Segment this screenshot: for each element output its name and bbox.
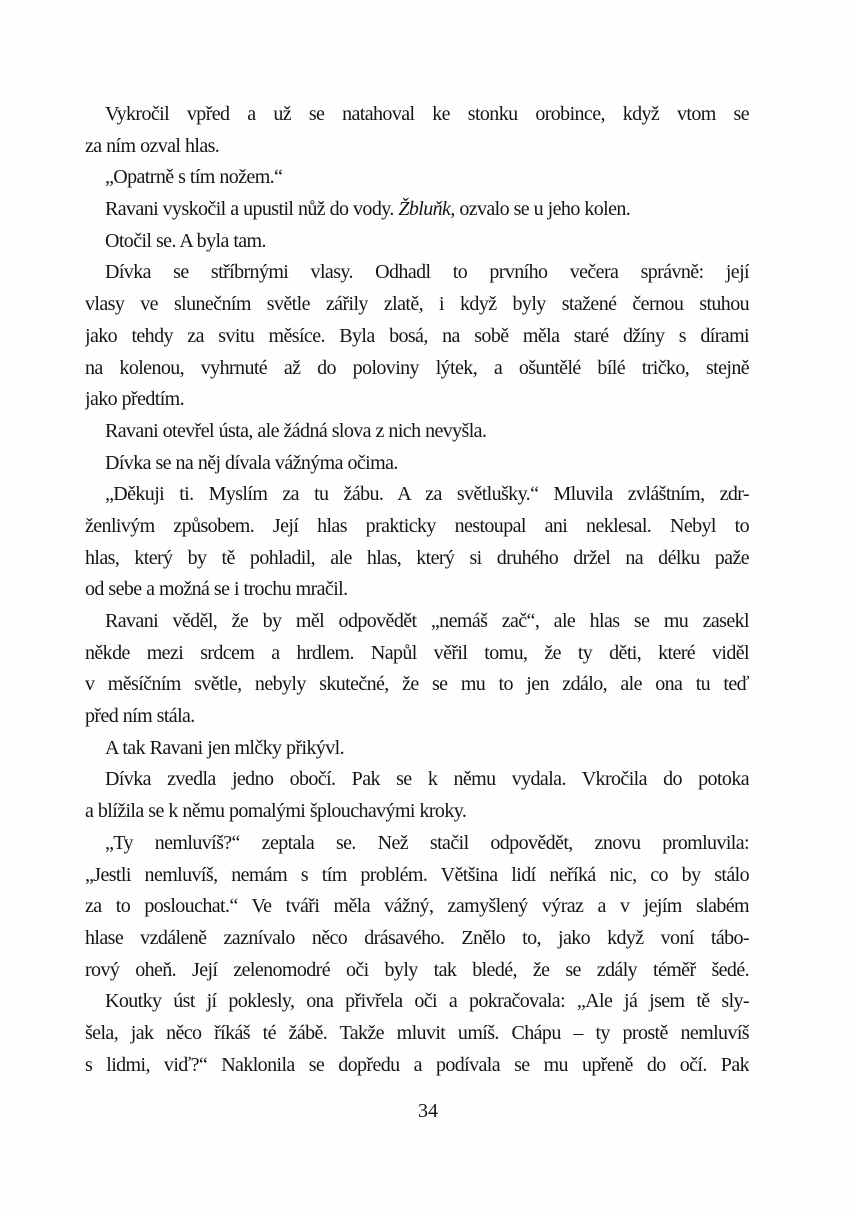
- text-line: Dívka se stříbrnými vlasy. Odhadl to prvního večera správně: její: [105, 261, 749, 284]
- text-run: , ozvalo se u jeho kolen.: [450, 198, 631, 221]
- text-line: hlase vzdáleně zaznívalo něco drásavého. Znělo to, jako když voní tábo-: [85, 926, 749, 949]
- page-number: 34: [418, 1100, 438, 1122]
- text-line: před ním stála.: [85, 705, 195, 728]
- text-line: Dívka se na něj dívala vážnýma očima.: [105, 451, 398, 474]
- text-line: šela, jak něco říkáš té žábě. Takže mluvit umíš. Chápu – ty prostě nemluvíš: [85, 1021, 749, 1044]
- text-line: A tak Ravani jen mlčky přikývl.: [105, 736, 345, 759]
- text-line: „Děkuji ti. Myslím za tu žábu. A za světlušky.“ Mluvila zvláštním, zdr-: [105, 483, 749, 506]
- text-column: [85, 99, 749, 1081]
- text-line: od sebe a možná se i trochu mračil.: [85, 578, 348, 601]
- italic-text-run: Žbluňk: [398, 198, 451, 221]
- text-line: někde mezi srdcem a hrdlem. Napůl věřil tomu, že ty děti, které viděl: [85, 641, 749, 664]
- text-line: Otočil se. A byla tam.: [105, 229, 266, 252]
- text-line: za to poslouchat.“ Ve tváři měla vážný, zamyšlený výraz a v jejím slabém: [85, 895, 749, 918]
- text-run: Ravani vyskočil a upustil nůž do vody.: [105, 198, 399, 221]
- text-line: „Jestli nemluvíš, nemám s tím problém. Většina lidí neříká nic, co by stálo: [85, 863, 749, 886]
- text-line: a blížila se k němu pomalými šplouchavými kroky.: [85, 800, 467, 823]
- text-line: za ním ozval hlas.: [85, 134, 220, 157]
- text-line: hlas, který by tě pohladil, ale hlas, který si druhého držel na délku paže: [85, 546, 749, 569]
- text-line: vlasy ve slunečním světle zářily zlatě, i když byly stažené černou stuhou: [85, 293, 749, 316]
- text-line: „Opatrně s tím nožem.“: [105, 166, 283, 189]
- text-line: rový oheň. Její zelenomodré oči byly tak bledé, že se zdály téměř šedé.: [85, 958, 749, 981]
- text-line: „Ty nemluvíš?“ zeptala se. Než stačil odpovědět, znovu promluvila:: [105, 831, 749, 854]
- text-line: Ravani otevřel ústa, ale žádná slova z nich nevyšla.: [105, 419, 487, 442]
- text-line: Dívka zvedla jedno obočí. Pak se k němu vydala. Vkročila do potoka: [105, 768, 749, 791]
- text-line: Ravani věděl, že by měl odpovědět „nemáš zač“, ale hlas se mu zasekl: [105, 610, 749, 632]
- text-line: jako předtím.: [85, 388, 185, 411]
- text-line: v měsíčním světle, nebyly skutečné, že se mu to jen zdálo, ale ona tu teď: [85, 673, 749, 696]
- text-line: [85, 194, 749, 226]
- text-line: jako tehdy za svitu měsíce. Byla bosá, na sobě měla staré džíny s dírami: [85, 324, 749, 347]
- text-line: ženlivým způsobem. Její hlas prakticky nestoupal ani neklesal. Nebyl to: [85, 514, 749, 537]
- text-line: s lidmi, viď?“ Naklonila se dopředu a podívala se mu upřeně do očí. Pak: [85, 1053, 749, 1076]
- text-line: Vykročil vpřed a už se natahoval ke stonku orobince, když vtom se: [105, 103, 749, 125]
- text-line: Koutky úst jí poklesly, ona přivřela oči a pokračovala: „Ale já jsem tě sly-: [105, 990, 749, 1013]
- text-line: na kolenou, vyhrnuté až do poloviny lýtek, a ošuntělé bílé tričko, stejně: [85, 356, 749, 379]
